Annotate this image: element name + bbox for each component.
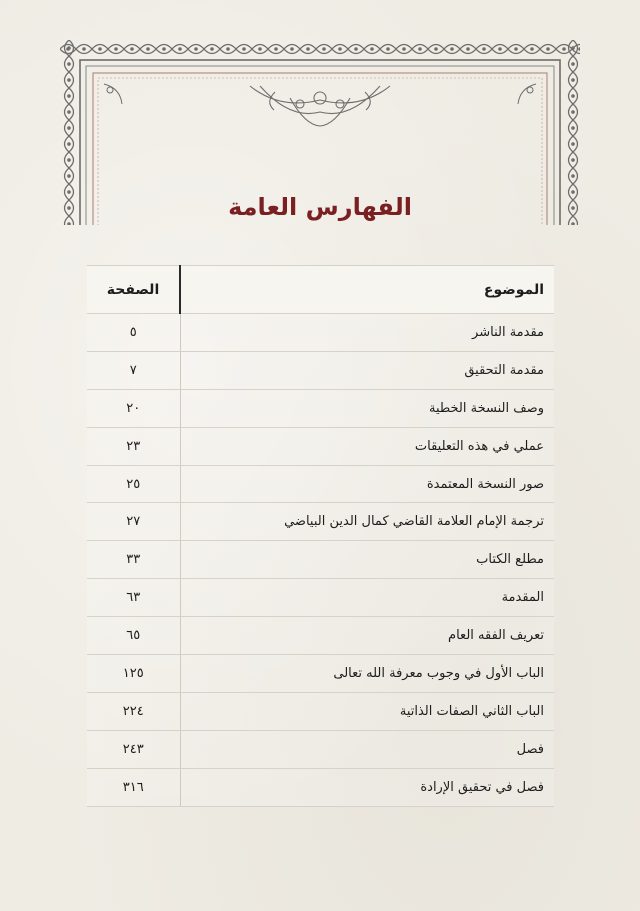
table-row (87, 730, 554, 768)
table-row (87, 541, 554, 579)
row-page: ٥ (87, 314, 180, 352)
header-topic: الموضوع (180, 266, 554, 314)
row-page: ٢٥ (87, 465, 180, 503)
row-topic: وصف النسخة الخطية (180, 389, 554, 427)
row-page: ٢٢٤ (87, 692, 180, 730)
row-page: ٣١٦ (87, 768, 180, 806)
table-row (87, 617, 554, 655)
header-page: الصفحة (87, 266, 180, 314)
row-page: ١٢٥ (87, 655, 180, 693)
table-header-row (87, 266, 554, 314)
row-page: ٢٤٣ (87, 730, 180, 768)
table-row (87, 655, 554, 693)
row-topic: عملي في هذه التعليقات (180, 427, 554, 465)
table-row (87, 768, 554, 806)
row-topic: مقدمة الناشر (180, 314, 554, 352)
row-topic: مقدمة التحقيق (180, 351, 554, 389)
table-row (87, 389, 554, 427)
table-row (87, 692, 554, 730)
table-row (87, 351, 554, 389)
table-row (87, 579, 554, 617)
row-topic: ترجمة الإمام العلامة القاضي كمال الدين البياضي (180, 503, 554, 541)
row-topic: تعريف الفقه العام (180, 617, 554, 655)
page-title: الفهارس العامة (228, 193, 412, 221)
row-page: ٦٣ (87, 579, 180, 617)
table-row (87, 427, 554, 465)
row-page: ٢٠ (87, 389, 180, 427)
row-topic: فصل في تحقيق الإرادة (180, 768, 554, 806)
row-page: ٢٧ (87, 503, 180, 541)
table-row (87, 503, 554, 541)
table-row (87, 465, 554, 503)
row-page: ٦٥ (87, 617, 180, 655)
row-page: ٢٣ (87, 427, 180, 465)
row-topic: الباب الثاني الصفات الذاتية (180, 692, 554, 730)
row-topic: مطلع الكتاب (180, 541, 554, 579)
table-row (87, 314, 554, 352)
row-page: ٣٣ (87, 541, 180, 579)
row-topic: فصل (180, 730, 554, 768)
row-topic: صور النسخة المعتمدة (180, 465, 554, 503)
row-topic: المقدمة (180, 579, 554, 617)
row-topic: الباب الأول في وجوب معرفة الله تعالى (180, 655, 554, 693)
row-page: ٧ (87, 351, 180, 389)
contents-table (87, 265, 554, 807)
